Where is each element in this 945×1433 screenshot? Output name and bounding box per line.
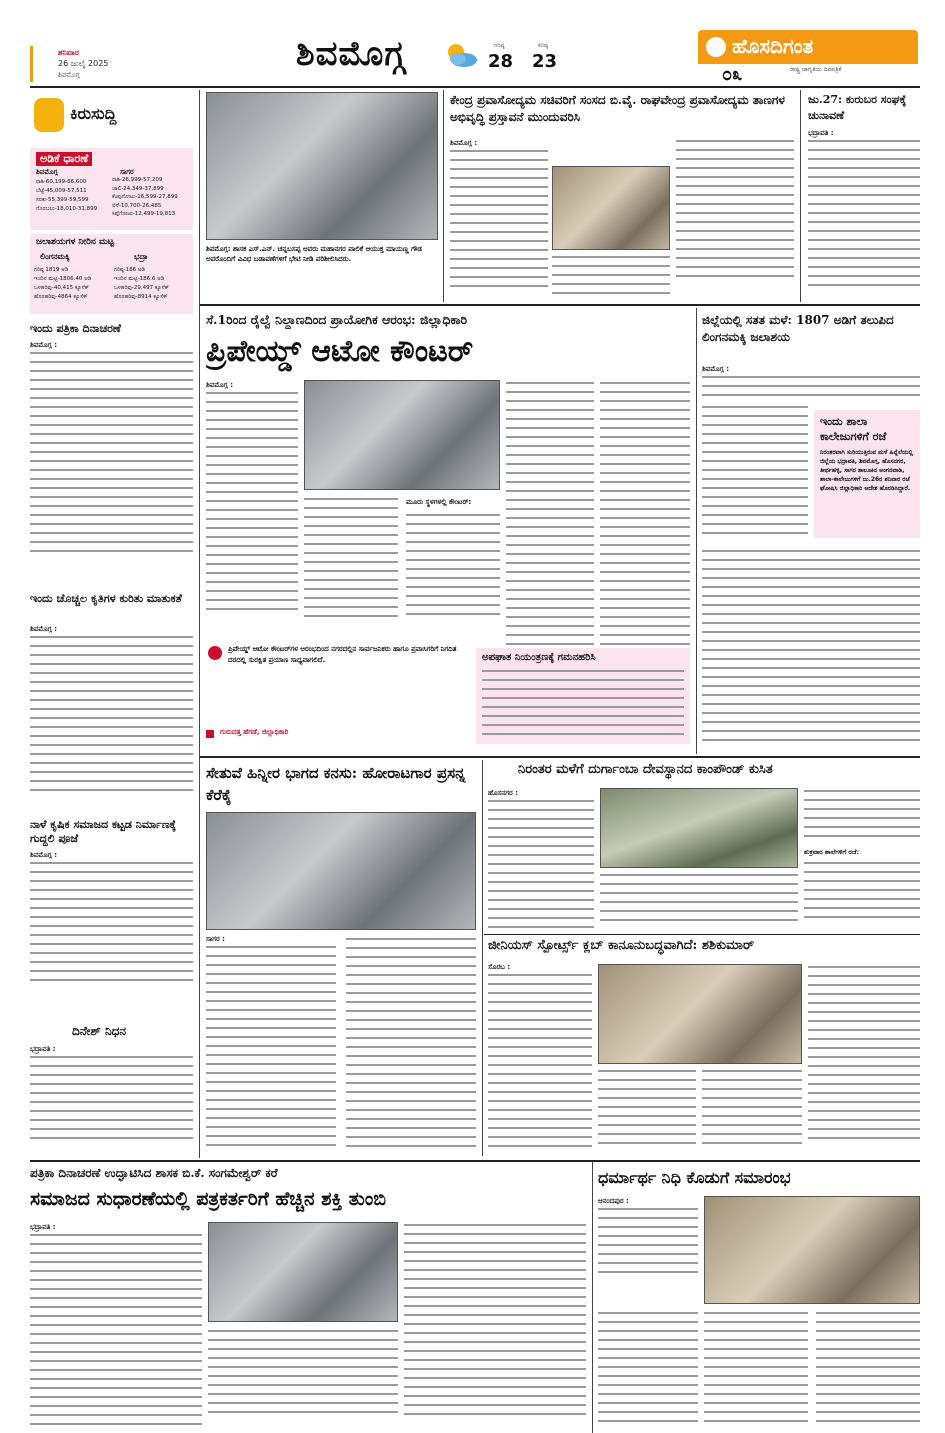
water-right-row: ಗರಿಷ್ಠ-186 ಅಡಿ <box>114 267 145 273</box>
water-left-row: ಗರಿಷ್ಠ 1819 ಅಡಿ <box>34 267 69 273</box>
kirusuddi-header <box>30 92 193 144</box>
brand-logo <box>698 30 918 64</box>
dharmartha-photo <box>704 1196 920 1304</box>
kuruba-body <box>808 128 920 300</box>
school-title: ಇಂದು ಶಾಲಾ ಕಾಲೇಜುಗಳಿಗೆ ರಜೆ <box>820 415 887 443</box>
raghavendra-headline: ಕೇಂದ್ರ ಪ್ರವಾಸೋದ್ಯಮ ಸಚಿವರಿಗೆ ಸಂಸದ ಬಿ.ವೈ. ರಾಘವೇಂದ್ರ ಪ್ರವಾಸೋದ್ಯಮ ತಾಣಗಳ ಅಭಿವೃದ್ಧಿ ಪ್ರಸ್ತಾವನೆ ಮುಂದುವರಿಸಿ <box>450 93 785 124</box>
accident-title: ಅಪಘಾತ ನಿಯಂತ್ರಣಕ್ಕೆ ಗಮನಹರಿಸಿ <box>482 652 596 663</box>
brand-name: ಹೊಸದಿಗಂತ <box>732 34 814 58</box>
prepaid-story <box>206 310 690 750</box>
adike-right-row: ಚಾಲಿ-24,349-37,899 <box>112 185 164 192</box>
adike-right-row: ಬಿಳೆ-10,700-26,485 <box>112 202 162 209</box>
brief-dateline: ಭದ್ರಾವತಿ : <box>30 1045 56 1053</box>
sethuve-story <box>206 762 476 1154</box>
pull-quote-author: ಗುರುದತ್ತ ಹೆಗಡೆ, ಜಿಲ್ಲಾಧಿಕಾರಿ <box>220 728 289 736</box>
pull-quote <box>206 642 468 726</box>
max-temp-block <box>488 42 528 76</box>
water-right-row: ಹೊರಹರಿವು-8914 ಕ್ಯೂಸೆಕ್ <box>114 294 168 300</box>
raghavendra-photo <box>552 166 670 250</box>
water-right-row: ಒಳಹರಿವು-29,497 ಕ್ಯೂಸೆಕ್ <box>114 285 169 291</box>
meeting-photo <box>304 380 500 490</box>
min-temp-value: 23 <box>532 51 558 72</box>
city-small-label: ಶಿವಮೊಗ್ಗ <box>58 71 80 79</box>
min-temp-label: ಕನಿಷ್ಠ <box>538 42 549 49</box>
sethuve-photo <box>206 812 476 930</box>
sethuve-dateline: ಸಾಗರ : <box>206 935 225 943</box>
accident-box <box>476 648 690 744</box>
adike-right-row: ಕೆಂಪುಗೋಟು-16,599-27,899 <box>112 194 178 200</box>
brief-headline: ದಿನೇಶ್ ನಿಧನ <box>72 1024 127 1038</box>
brief-headline: ಇಂದು ಪತ್ರಿಕಾ ದಿನಾಚರಣೆ <box>30 322 121 335</box>
adike-left-row: ಬೆಟ್ಟೆ-45,009-57,511 <box>36 188 87 194</box>
school-text: ನಿರಂತರವಾಗಿ ಸುರಿಯುತ್ತಿರುವ ಮಳೆ ಹಿನ್ನೆಲೆಯಲ್ಲಿ ಜಿಲ್ಲೆಯ ಭದ್ರಾವತಿ, ಶಿವಮೊಗ್ಗ, ಹೊಸನಗರ, ತೀರ್ಥಹಳ್ಳಿ, ಸಾಗರ ತಾಲೂಕಿನ ಅಂಗನವಾಡಿ, ಶಾಲಾ-ಕಾಲೇಜುಗಳಿಗೆ ಜು.26ರ ಶನಿವಾರ ರಜೆ ಘೋಷಿಸಿ ಜಿಲ್ಲಾಧಿಕಾರಿ ಆದೇಶ ಹೊರಡಿಸಿದ್ದಾರೆ. <box>820 449 913 492</box>
genius-photo <box>598 964 802 1064</box>
patrika-kicker: ಪತ್ರಿಕಾ ದಿನಾಚರಣೆ ಉದ್ಘಾಟಿಸಿದ ಶಾಸಕ ಬಿ.ಕೆ. ಸಂಗಮೇಶ್ವರ್ ಕರೆ <box>30 1166 278 1180</box>
adike-left-row: ಸರಕು-55,399-59,599 <box>36 197 89 203</box>
quote-icon <box>208 646 222 660</box>
patrika-story <box>30 1166 586 1432</box>
genius-dateline: ಸೊರಬ : <box>488 963 511 971</box>
pointing-hand-icon <box>34 98 64 132</box>
patrika-photo <box>208 1222 398 1322</box>
max-temp-value: 28 <box>488 51 514 72</box>
water-left-row: ಒಳಹರಿವು-40,415 ಕ್ಯೂಸೆಕ್ <box>34 285 89 291</box>
sidebar <box>30 92 193 1157</box>
date-label: 26 ಜುಲೈ 2025 <box>58 59 109 68</box>
lingana-dateline: ಶಿವಮೊಗ್ಗ : <box>702 365 729 373</box>
sethuve-headline: ಸೇತುವೆ ಹಿನ್ನೀರ ಭಾಗದ ಕನಸು: ಹೋರಾಟಗಾರ ಪ್ರಸನ್ನ ಕೆರೆಕೈ <box>206 764 466 804</box>
max-temp-label: ಗರಿಷ್ಠ <box>494 42 505 49</box>
lamp-icon <box>706 37 726 57</box>
prepaid-headline: ಪ್ರಿಪೇಯ್ಡ್ ಆಟೋ ಕೌಂಟರ್ <box>206 334 474 369</box>
weather-icon <box>444 40 480 70</box>
kirusuddi-label: ಕಿರುಸುದ್ದಿ <box>70 104 117 123</box>
raghavendra-dateline: ಶಿವಮೊಗ್ಗ : <box>450 139 477 147</box>
brief-body <box>30 340 193 562</box>
kuruba-headline: ಜು.27: ಕುರುಬರ ಸಂಘಕ್ಕೆ ಚುನಾವಣೆ <box>808 93 907 122</box>
sethuve-body <box>206 934 336 1154</box>
durgamba-body <box>488 788 594 928</box>
brief-headline: ಇಂದು ಚೊಚ್ಚಲ ಕೃತಿಗಳ ಕುರಿತು ಮಾತುಕತೆ <box>30 592 182 605</box>
compound-wall-photo <box>600 788 798 868</box>
brief-body <box>30 850 193 990</box>
water-left-name: ಲಿಂಗನಮಕ್ಕಿ <box>40 252 70 261</box>
water-right-row: ಇಂದಿನ ಮಟ್ಟ-186.6 ಅಡಿ <box>114 276 165 282</box>
masthead <box>0 0 945 88</box>
raghavendra-body <box>450 138 548 298</box>
prepaid-subhead: ಮೂರು ಸ್ಥಳಗಳಲ್ಲಿ ಕೌಂಟರ್: <box>406 498 472 506</box>
top-story-photo <box>206 92 438 240</box>
adike-right-row: ಸಿಪ್ಪೆಗೋಟು-12,499-19,813 <box>112 211 176 217</box>
brief-body <box>30 1044 193 1154</box>
water-left-row: ಹೊರಹರಿವು-4864 ಕ್ಯೂಸೆಕ್ <box>34 294 88 300</box>
day-label: ಶನಿವಾರ <box>58 48 80 57</box>
adike-right-row: ರಾಶಿ-26,999-57,209 <box>112 177 163 183</box>
adike-left-row: ರಾಶಿ-60,199-66,600 <box>36 179 87 185</box>
genius-body <box>488 962 592 1152</box>
patrika-dateline: ಭದ್ರಾವತಿ : <box>30 1223 56 1231</box>
prepaid-col <box>206 380 298 638</box>
durgamba-dateline: ಹೊಸನಗರ : <box>488 789 518 797</box>
lingana-story <box>702 310 920 754</box>
dharmartha-story <box>598 1166 920 1432</box>
genius-headline: ಜೀನಿಯಸ್ ಸ್ಪೋರ್ಟ್ಸ್ ಕ್ಲಬ್ ಕಾನೂನುಬದ್ಧವಾಗಿದೆ: ಶಶಿಕುಮಾರ್ <box>488 938 755 953</box>
brief-dateline: ಶಿವಮೊಗ್ಗ : <box>30 625 57 633</box>
prepaid-dateline: ಶಿವಮೊಗ್ಗ : <box>206 381 233 389</box>
kuruba-dateline: ಭದ್ರಾವತಿ : <box>808 129 834 137</box>
patrika-body <box>30 1222 202 1430</box>
water-left-row: ಇಂದಿನ ಮಟ್ಟ-1806.40 ಅಡಿ <box>34 276 92 282</box>
date-block <box>30 46 150 86</box>
patrika-headline: ಸಮಾಜದ ಸುಧಾರಣೆಯಲ್ಲಿ ಪತ್ರಕರ್ತರಿಗೆ ಹೆಚ್ಚಿನ ಶಕ್ತಿ ತುಂಬಿ <box>30 1188 387 1210</box>
brief-dateline: ಶಿವಮೊಗ್ಗ : <box>30 851 57 859</box>
adike-right-city: ಸಾಗರ <box>120 168 134 176</box>
page-title: ಶಿವಮೊಗ್ಗ <box>296 34 406 74</box>
adike-box <box>30 148 193 230</box>
genius-story <box>488 938 920 1154</box>
durgamba-headline: ನಿರಂತರ ಮಳೆಗೆ ದುರ್ಗಾಂಬಾ ದೇವಸ್ಥಾನದ ಕಾಂಪೌಂಡ್ ಕುಸಿತ <box>518 762 773 777</box>
pull-quote-author-bar <box>206 728 468 742</box>
lingana-body <box>702 364 920 404</box>
prepaid-kicker: ಸೆ.1ರಿಂದ ರೈಲ್ವೆ ನಿಲ್ದಾಣದಿಂದ ಪ್ರಾಯೋಗಿಕ ಆರಂಭ: ಜಿಲ್ಲಾಧಿಕಾರಿ <box>206 312 468 327</box>
brief-dateline: ಶಿವಮೊಗ್ಗ : <box>30 341 57 349</box>
dharmartha-headline: ಧರ್ಮಾರ್ಥ ನಿಧಿ ಕೊಡುಗೆ ಸಮಾರಂಭ <box>598 1168 791 1187</box>
adike-left-city: ಶಿವಮೊಗ್ಗ <box>36 168 58 176</box>
pull-quote-text: ಪ್ರಿಪೇಯ್ಡ್ ಆಟೋ ಕೌಂಟರ್‌ಗಳ ಆರಂಭದಿಂದ ನಗರದಲ್ಲಿನ ಸಾರ್ವಜನಿಕರು ಹಾಗೂ ಪ್ರವಾಸಿಗರಿಗೆ ನಿಗದಿತ ದರದಲ್ಲಿ ಸುರಕ್ಷಿತ ಪ್ರಯಾಣ ಸಾಧ್ಯವಾಗಲಿದೆ. <box>228 645 457 664</box>
adike-left-row: ಗೊರಬಲು-18,010-31,899 <box>36 206 98 212</box>
durgamba-story <box>488 762 920 932</box>
water-box <box>30 234 193 314</box>
brand-tag: ರಾಷ್ಟ್ರ ಜಾಗೃತಿಯ ದಿನಪತ್ರಿಕೆ <box>790 66 842 73</box>
lingana-headline: ಜಿಲ್ಲೆಯಲ್ಲಿ ಸತತ ಮಳೆ: 1807 ಅಡಿಗೆ ತಲುಪಿದ ಲಿಂಗನಮಕ್ಕಿ ಜಲಾಶಯ <box>702 313 894 344</box>
page-number: ೦೩ <box>722 64 743 85</box>
dharmartha-body <box>598 1196 698 1286</box>
water-right-name: ಭದ್ರಾ <box>134 252 148 261</box>
water-title: ಜಲಾಶಯಗಳ ನೀರಿನ ಮಟ್ಟ <box>36 237 115 247</box>
school-holiday-box <box>814 410 920 538</box>
dharmartha-dateline: ಆನಂದಪುರ : <box>598 1197 629 1205</box>
min-temp-block <box>532 42 572 76</box>
adike-title: ಅಡಿಕೆ ಧಾರಣೆ <box>36 152 92 166</box>
brief-headline: ನಾಳೆ ಕೃಷಿಕ ಸಮಾಜದ ಕಟ್ಟಡ ನಿರ್ಮಾಣಕ್ಕೆ ಗುದ್ದಲಿ ಪೂಜೆ <box>30 818 177 845</box>
brief-body <box>30 624 193 804</box>
durgamba-subhead: ಶುಕ್ರವಾರ ಶಾಲೆಗಳಿಗೆ ರಜೆ: <box>804 848 860 856</box>
top-story-caption: ಶಿವಮೊಗ್ಗ: ಶಾಸಕ ಎಸ್.ಎನ್. ಚನ್ನಬಸಪ್ಪ ಅವರು ಮಹಾನಗರ ಪಾಲಿಕೆ ಆಯುಕ್ತ ಮಾಯಣ್ಣ ಗೌಡ ಅವರೊಂದಿಗೆ ವಿವಿಧ ಬಡಾವಣೆಗಳಿಗೆ ಭೇಟಿ ನೀಡಿ ಪರಿಶೀಲಿಸಿದರು. <box>206 245 422 263</box>
